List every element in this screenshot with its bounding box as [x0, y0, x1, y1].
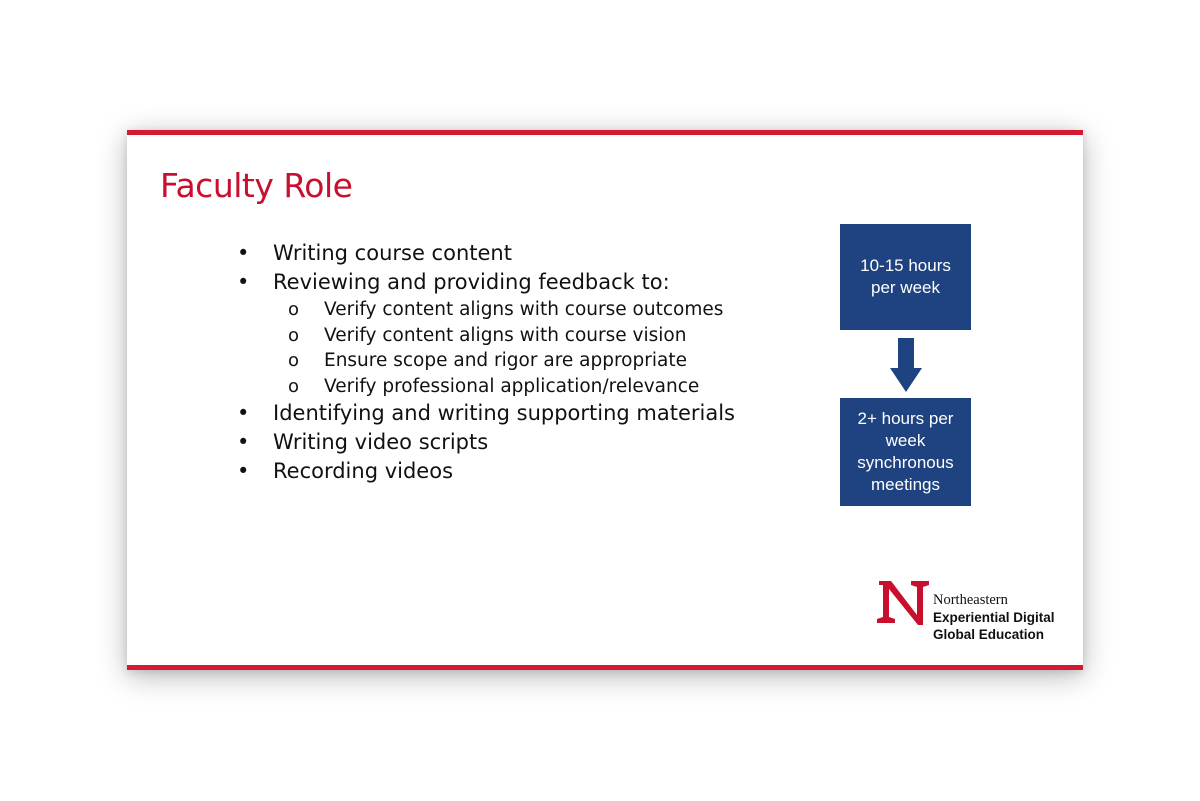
bullet-text: Writing course content — [273, 241, 512, 265]
northeastern-logo-icon — [877, 577, 931, 627]
meetings-box — [840, 398, 971, 506]
weekly-hours-box — [840, 224, 971, 330]
sub-bullet-item — [273, 374, 735, 400]
down-arrow-icon — [890, 338, 922, 392]
sub-bullet-list — [273, 297, 735, 399]
logo-line-global: Global Education — [933, 627, 1045, 642]
box-line: synchronous — [857, 453, 954, 472]
bottom-accent-bar — [127, 665, 1083, 670]
logo-line-northeastern: Northeastern — [933, 592, 1008, 608]
bullet-item — [237, 457, 735, 486]
bullet-dot-icon: • — [237, 430, 250, 454]
bullet-text: Reviewing and providing feedback to: — [273, 270, 670, 294]
box-line: 10-15 hours — [860, 256, 951, 275]
slide-title: Faculty Role — [160, 166, 353, 205]
sub-bullet-text: Verify content aligns with course outcomes — [324, 299, 724, 320]
circle-bullet-icon: o — [288, 375, 300, 397]
bullet-dot-icon: • — [237, 270, 250, 294]
box-line: meetings — [871, 475, 940, 494]
sub-bullet-item — [273, 323, 735, 349]
top-accent-bar — [127, 130, 1083, 135]
sub-bullet-text: Ensure scope and rigor are appropriate — [324, 350, 687, 371]
bullet-text: Recording videos — [273, 459, 454, 483]
box-line: per week — [871, 278, 940, 297]
bullet-text: Writing video scripts — [273, 430, 489, 454]
circle-bullet-icon: o — [288, 324, 300, 346]
sub-bullet-item — [273, 297, 735, 323]
slide — [127, 130, 1083, 670]
logo-line-experiential: Experiential Digital — [933, 610, 1055, 625]
bullet-text: Identifying and writing supporting materials — [273, 401, 735, 425]
sub-bullet-item — [273, 348, 735, 374]
box-line: 2+ hours per — [857, 409, 954, 428]
bullet-item — [237, 428, 735, 457]
northeastern-logo — [877, 577, 1077, 647]
bullet-item — [237, 238, 735, 268]
circle-bullet-icon: o — [288, 350, 300, 371]
bullet-item — [237, 268, 735, 399]
box-line: week — [885, 431, 926, 450]
bullet-list — [237, 238, 735, 486]
sub-bullet-text: Verify content aligns with course vision — [324, 324, 687, 346]
sub-bullet-text: Verify professional application/relevance — [324, 375, 700, 397]
bullet-dot-icon: • — [237, 401, 250, 425]
bullet-item — [237, 399, 735, 428]
bullet-dot-icon: • — [237, 459, 250, 483]
circle-bullet-icon: o — [288, 299, 300, 320]
bullet-dot-icon: • — [237, 241, 250, 265]
